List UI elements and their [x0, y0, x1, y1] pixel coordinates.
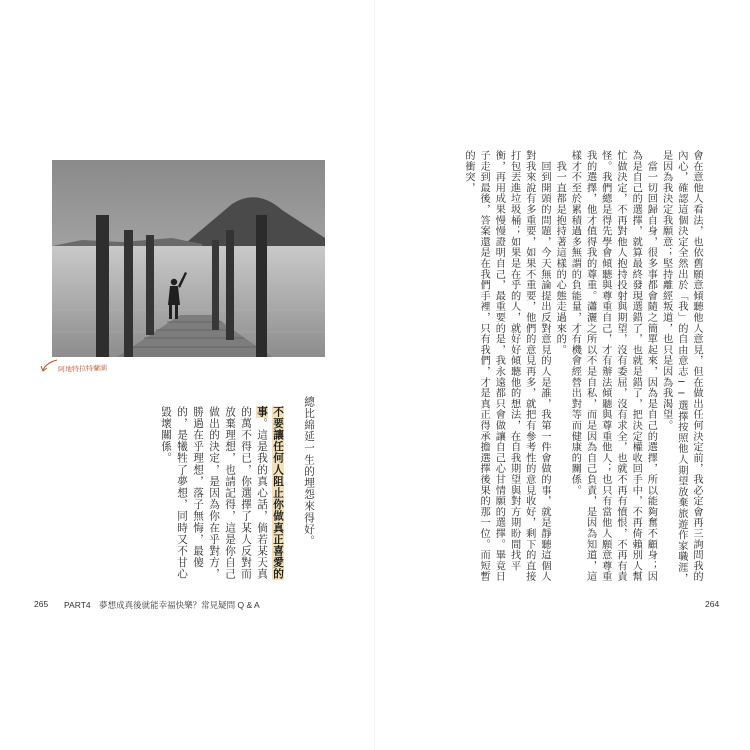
right-para-3-text: 我一直都是抱持著這樣的心態走過來的。	[554, 150, 566, 356]
left-page-number: 265	[34, 599, 49, 609]
right-para-1-text: 會在意他人看法，也依舊願意傾聽他人意見，但在做出任何決定前，我必定會再三詢問我的內心，確認這個決定全然出於「我」的自由意志──選擇按照他人期望放棄旅遊作家職涯，是因為我決定我願意；堅持離經叛道，也只是因為我渴望。	[660, 150, 702, 584]
lake-pier-illustration	[52, 160, 325, 357]
right-para-4-text: 回到開頭的問題，今天無論提出反對意見的人是誰，我第一件會做的事，就是靜聽這個人對我來說有多重要，如果不重要，他們的意見再多，就把有參考性的意見收好，剩下的直接打包丟進垃圾桶；如果是在乎的人，就好好傾聽他的想法，在自我期望與對方期盼間找平衡，再用成果慢慢證明自己，最重要的是，我永遠都只會做讓自己心甘情願的選擇。畢竟日子走到最後，答案還是在我們手裡，只有我們，才是真正得承擔選擇後果的那一位。而短暫的衝突，	[462, 150, 550, 582]
left-text-rest: 。這是我的真心話，倘若某天真的萬不得已，你選擇了某人反對而放棄理想，也請記得，這是你自己做出的決定，是因為你在乎對方，勝過在乎理想，落子無悔，最傻的，是犧牲了夢想，同時又不甘心毀壞關係。	[160, 406, 268, 581]
running-head: PART4 夢想成真後就能幸福快樂？常見疑問 Q & A	[64, 600, 260, 610]
highlighted-quote: 不要讓任何人阻止你做真正喜愛的事	[256, 406, 284, 580]
left-text-body	[148, 406, 286, 584]
right-para-2-text: 當一切回歸自身，很多事都會隨之簡單起來，因為是自己的選擇，所以能夠奮不顧身；因為是自己的選擇，就算最終發現選錯了，也就是錯了，把決定權收回手中，不再倚賴別人幫忙做決定，不再對他人抱持投射與期望，沒有委屈，沒有求全，也就不再有憤恨，不再有責怪。我們總是得先學會傾聽與尊重自己，才有辦法傾聽與尊重他人；也只有當他人願意尊重我的選擇，他才值得我的尊重。瀟灑之所以不是自私，而是因為自己負責，是因為知道，這樣才不至於累積過多無謂的負能量，才有機會經營出對等而健康的關係。	[569, 150, 657, 582]
photo-caption: 阿地特拉特蘭湖	[57, 364, 108, 374]
left-text-col-1: 總比綿延一生的埋怨來得好。	[303, 396, 315, 547]
right-page-number: 264	[705, 599, 720, 609]
book-gutter	[374, 0, 376, 750]
lake-pier-photo	[52, 160, 325, 357]
right-page-body	[382, 150, 704, 588]
